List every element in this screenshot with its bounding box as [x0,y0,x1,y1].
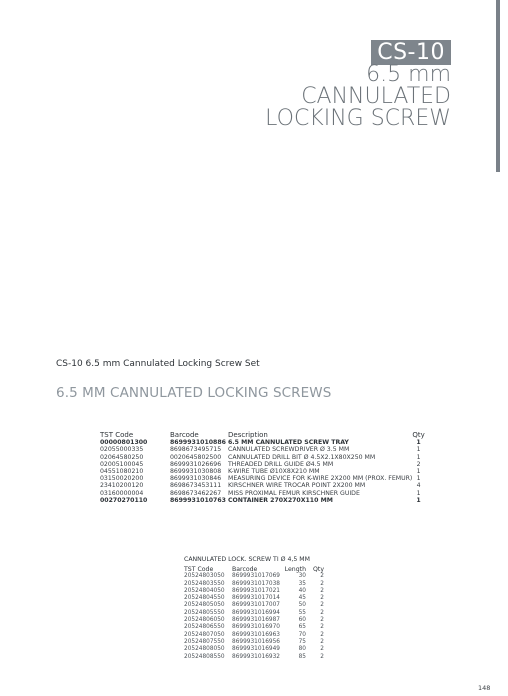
cell-barcode: 8699931016994 [232,609,280,616]
cell-qty: 2 [320,646,324,653]
cell-length: 50 [298,602,306,609]
table-row [184,617,324,624]
cell-length: 45 [298,595,306,602]
table-row [184,632,324,639]
page-number: 148 [478,684,491,692]
table-row [100,468,425,475]
cell-tst-code: 04551080210 [100,468,144,476]
cell-length: 55 [298,609,306,616]
cell-tst-code: 20524803050 [184,573,225,580]
screw-table-block [184,556,324,661]
cell-qty: 1 [416,446,421,454]
cell-length: 60 [298,617,306,624]
cell-barcode: 8699931017007 [232,602,280,609]
cell-qty: 2 [320,617,324,624]
cell-qty: 2 [416,460,421,468]
cell-length: 40 [298,587,306,594]
cell-qty: 2 [320,573,324,580]
table-row [184,581,324,588]
table-row [184,588,324,595]
cell-tst-code: 03160000004 [100,489,144,497]
cell-barcode: 8699931010763 [170,496,226,504]
cell-barcode: 8699931010886 [170,439,226,447]
cell-tst-code: 23410200120 [100,482,144,490]
column-header-barcode: Barcode [170,431,199,439]
column-header-tst-code: TST Code [100,431,134,439]
cell-qty: 1 [416,453,421,461]
table-row [100,446,425,453]
title-line: CANNULATED [301,84,451,109]
cell-tst-code: 20524805550 [184,609,225,616]
cell-tst-code: 20524804050 [184,587,225,594]
cell-barcode: 8699931016987 [232,617,280,624]
cell-tst-code: 20524807550 [184,638,225,645]
cell-description: K-WIRE TUBE Ø10X8X210 MM [228,468,320,476]
cell-qty: 1 [416,489,421,497]
cell-tst-code: 02055000335 [100,446,144,454]
title-line: LOCKING SCREW [265,106,451,131]
cell-length: 85 [298,653,306,660]
cell-barcode: 8699931030846 [170,475,222,483]
cell-length: 35 [298,580,306,587]
cell-barcode: 8699931016970 [232,624,280,631]
screw-table-caption: CANNULATED LOCK. SCREW TI Ø 4,5 MM [184,556,310,563]
cell-barcode: 8699931016956 [232,638,280,645]
column-header-qty: Qty [412,431,425,439]
cell-qty: 2 [320,631,324,638]
cell-length: 70 [298,631,306,638]
cell-barcode: 8699931016932 [232,653,280,660]
table-row [184,595,324,602]
cell-tst-code: 20524807050 [184,631,225,638]
cell-qty: 1 [416,475,421,483]
cell-barcode: 8699931017021 [232,587,280,594]
table-row [100,490,425,497]
cell-description: CONTAINER 270X270X110 MM [228,496,333,504]
cell-tst-code: 02064580250 [100,453,144,461]
cell-tst-code: 20524806050 [184,617,225,624]
table-row [184,646,324,653]
cell-tst-code: 20524804550 [184,595,225,602]
column-header-length: Length [284,566,306,573]
cell-tst-code: 02005100045 [100,460,144,468]
table-row [184,624,324,631]
cell-barcode: 8699931017038 [232,580,280,587]
cell-qty: 4 [416,482,421,490]
title-line: 6.5 mm [366,62,451,87]
table-header-row [184,566,324,573]
cell-length: 30 [298,573,306,580]
page-title [265,64,451,130]
side-accent-bar [496,0,500,172]
column-header-tst-code: TST Code [184,566,214,573]
cell-qty: 2 [320,595,324,602]
cell-description: CANNULATED DRILL BIT Ø 4.5X2.1X80X250 MM [228,453,376,461]
table-row [184,573,324,580]
table-row [100,482,425,489]
cell-qty: 2 [320,624,324,631]
table-row [100,461,425,468]
cell-qty: 2 [320,602,324,609]
cell-qty: 2 [320,653,324,660]
cell-barcode: 8699931026696 [170,460,222,468]
cell-qty: 2 [320,580,324,587]
cell-length: 80 [298,646,306,653]
cell-length: 65 [298,624,306,631]
set-contents-table [100,432,425,504]
cell-tst-code: 20524805050 [184,602,225,609]
cell-barcode: 8699931017014 [232,595,280,602]
product-code-badge: CS-10 [371,40,451,65]
cell-barcode: 8699931017069 [232,573,280,580]
cell-description: MISS PROXIMAL FEMUR KIRSCHNER GUIDE [228,489,360,497]
cell-barcode: 8698673453111 [170,482,222,490]
cell-tst-code: 20524806550 [184,624,225,631]
cell-barcode: 8699931016963 [232,631,280,638]
table-row [100,454,425,461]
cell-barcode: 8699931030808 [170,468,222,476]
cell-tst-code: 20524808550 [184,653,225,660]
cell-qty: 1 [416,468,421,476]
cell-description: 6.5 MM CANNULATED SCREW TRAY [228,439,349,447]
cell-description: CANNULATED SCREWDRIVER Ø 3.5 MM [228,446,350,454]
column-header-description: Description [228,431,268,439]
set-title: CS-10 6.5 mm Cannulated Locking Screw Set [56,359,260,369]
cell-barcode: 8699931016949 [232,646,280,653]
cell-barcode: 8698673462267 [170,489,222,497]
section-title: 6.5 MM CANNULATED LOCKING SCREWS [56,385,332,401]
column-header-barcode: Barcode [232,566,258,573]
cell-tst-code: 20524803550 [184,580,225,587]
cell-description: MEASURING DEVICE FOR K-WIRE 2X200 MM (PROX. FEMUR) [228,475,413,483]
cell-tst-code: 00000801300 [100,439,148,447]
cell-qty: 1 [416,496,421,504]
table-row [184,639,324,646]
cell-qty: 2 [320,609,324,616]
column-header-qty: Qty [313,566,324,573]
table-row [100,497,425,504]
table-row [184,654,324,661]
cell-tst-code: 00270270110 [100,496,148,504]
screw-table [184,566,324,661]
cell-qty: 2 [320,638,324,645]
cell-barcode: 8698673495715 [170,446,222,454]
table-row [184,610,324,617]
table-header-row [100,432,425,439]
cell-qty: 1 [416,439,421,447]
cell-description: THREADED DRILL GUIDE Ø4.5 MM [228,460,334,468]
table-row [100,475,425,482]
cell-tst-code: 20524808050 [184,646,225,653]
cell-description: KIRSCHNER WIRE TROCAR POINT 2X200 MM [228,482,366,490]
cell-tst-code: 03150020200 [100,475,144,483]
table-row [184,602,324,609]
cell-qty: 2 [320,587,324,594]
cell-barcode: 0020645802500 [170,453,222,461]
cell-length: 75 [298,638,306,645]
